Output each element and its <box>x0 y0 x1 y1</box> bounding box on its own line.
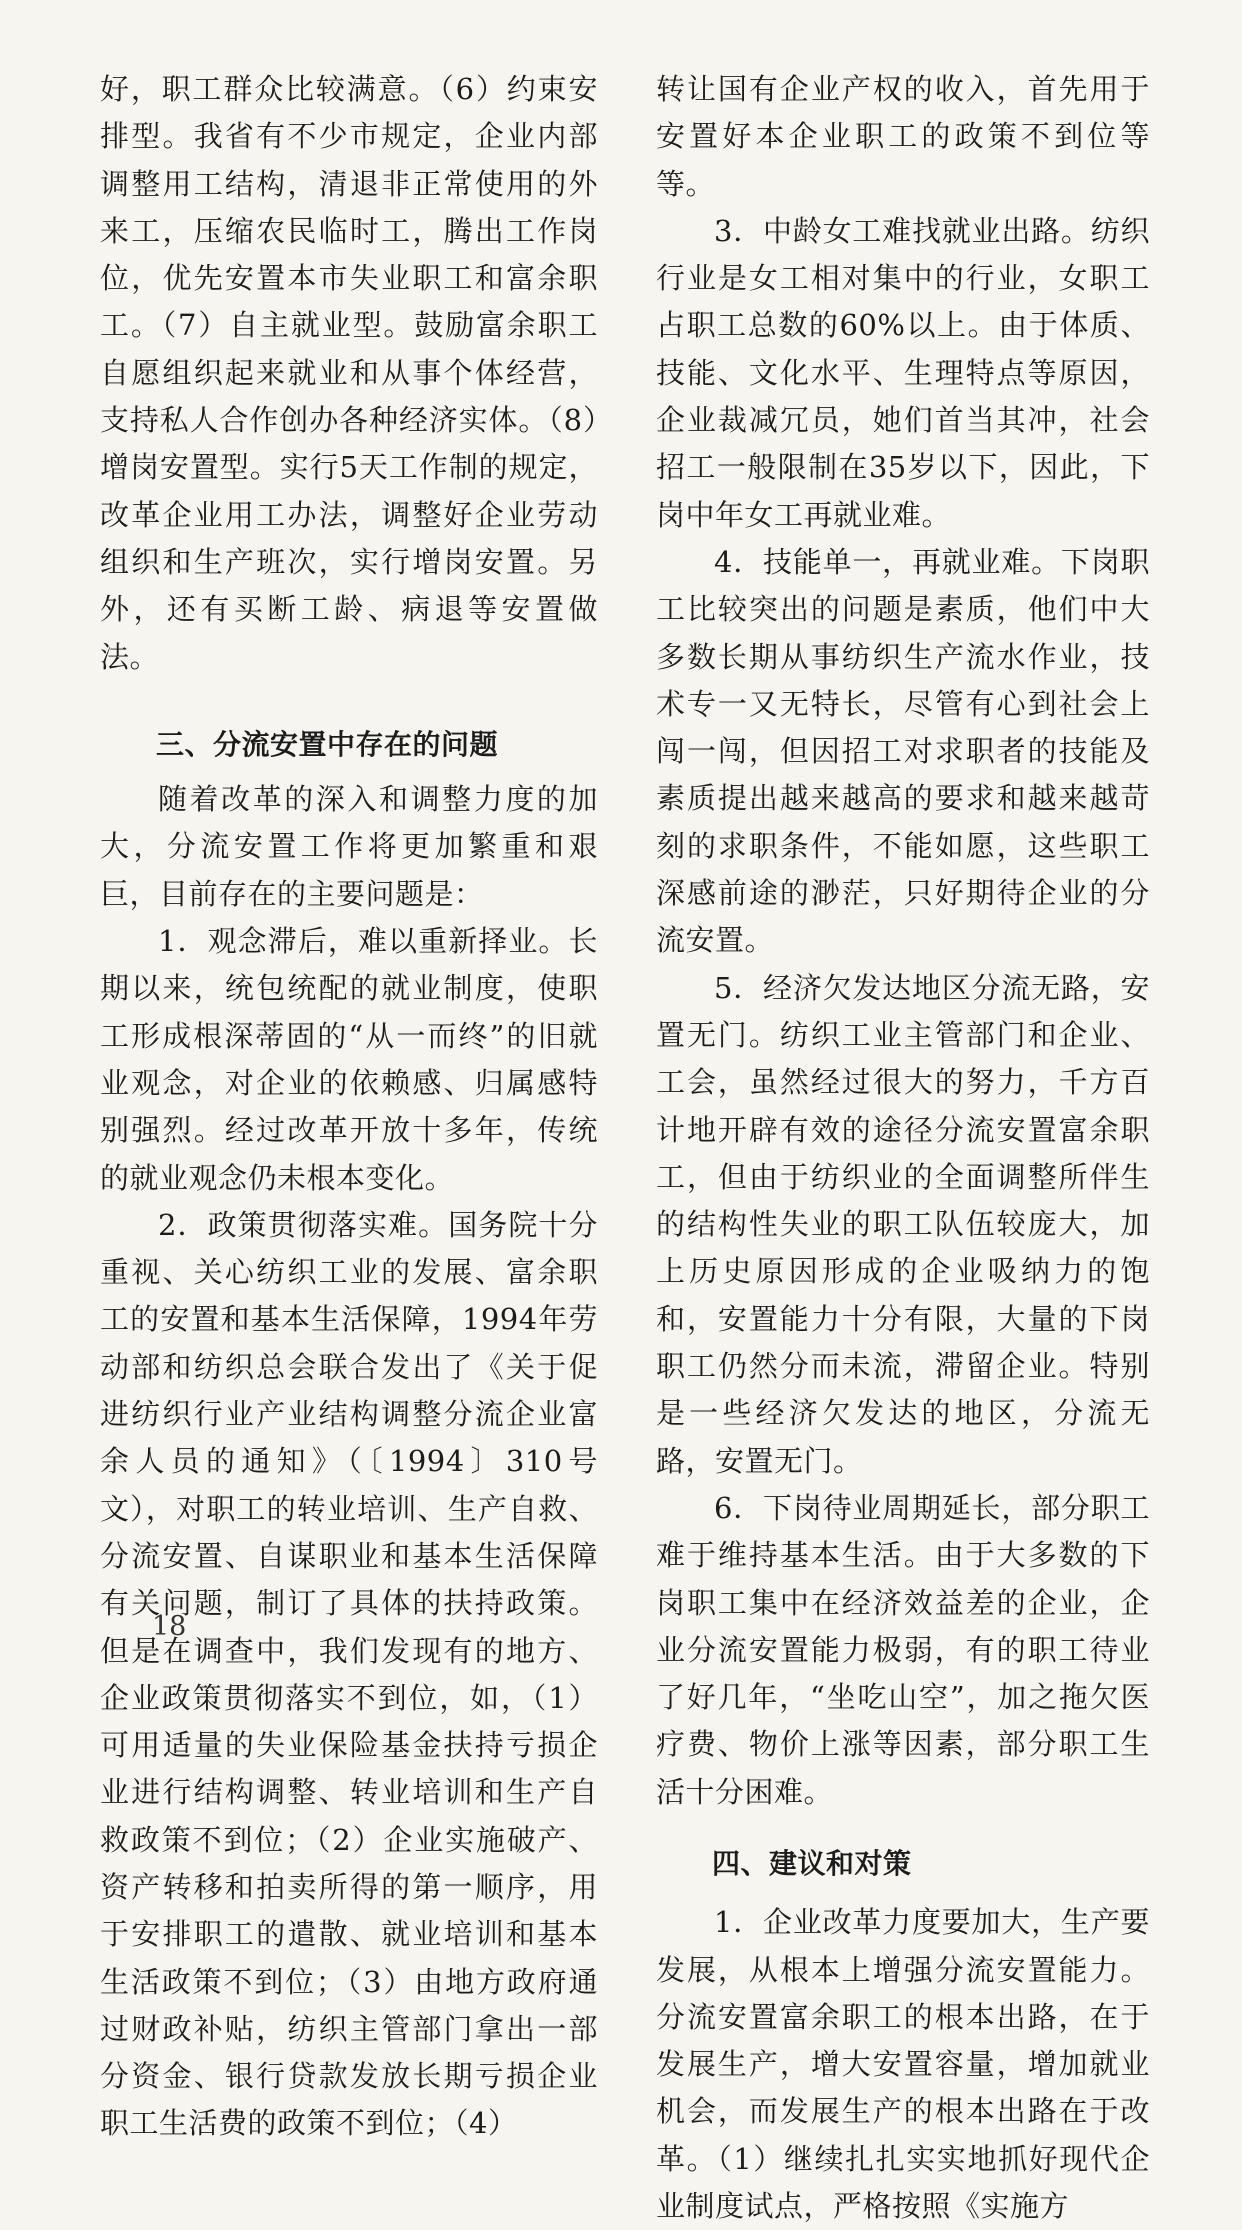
problem-paragraph-4: 4．技能单一，再就业难。下岗职工比较突出的问题是素质，他们中大多数长期从事纺织生产流水作业，技术专一又无特长，尽管有心到社会上闯一闯，但因招工对求职者的技能及素质提出越来越高的要求和越来越苛刻的求职条件，不能如愿，这些职工深感前途的渺茫，只好期待企业的分流安置。 <box>656 544 1150 958</box>
section-heading-suggestions: 四、建议和对策 <box>712 1846 912 1880</box>
problem-paragraph-6: 6．下岗待业周期延长，部分职工难于维持基本生活。由于大多数的下岗职工集中在经济效益差的企业，企业分流安置能力极弱，有的职工待业了好几年，“坐吃山空”，加之拖欠医疗费、物价上涨等因素，部分职工生活十分困难。 <box>656 1490 1150 1809</box>
page-number: 18 <box>152 1611 187 1642</box>
suggestion-paragraph-1: 1．企业改革力度要加大，生产要发展，从根本上增强分流安置能力。分流安置富余职工的根本出路，在于发展生产，增大安置容量，增加就业机会，而发展生产的根本出路在于改革。（1）继续扎扎实实地抓好现代企业制度试点，严格按照《实施方 <box>656 1905 1150 2224</box>
left-column <box>100 66 598 2148</box>
problem-paragraph-2: 2．政策贯彻落实难。国务院十分重视、关心纺织工业的发展、富余职工的安置和基本生活保障，1994年劳动部和纺织总会联合发出了《关于促进纺织行业产业结构调整分流企业富余人员的通知》（〔1994〕310号文），对职工的转业培训、生产自救、分流安置、自谋职业和基本生活保障有关问题，制订了具体的扶持政策。但是在调查中，我们发现有的地方、企业政策贯彻落实不到位，如，（1）可用适量的失业保险基金扶持亏损企业进行结构调整、转业培训和生产自救政策不到位；（2）企业实施破产、资产转移和拍卖所得的第一顺序，用于安排职工的遣散、就业培训和基本生活政策不到位；（3）由地方政府通过财政补贴，纺织主管部门拿出一部分资金、银行贷款发放长期亏损企业职工生活费的政策不到位；（4） <box>100 1207 598 2141</box>
right-column <box>656 66 1150 2230</box>
problem-paragraph-3: 3．中龄女工难找就业出路。纺织行业是女工相对集中的行业，女职工占职工总数的60%以上。由于体质、技能、文化水平、生理特点等原因，企业裁减冗员，她们首当其冲，社会招工一般限制在35岁以下，因此，下岗中年女工再就业难。 <box>656 213 1150 532</box>
problem-paragraph-5: 5．经济欠发达地区分流无路，安置无门。纺织工业主管部门和企业、工会，虽然经过很大的努力，千方百计地开辟有效的途径分流安置富余职工，但由于纺织业的全面调整所伴生的结构性失业的职工队伍较庞大，加上历史原因形成的企业吸纳力的饱和，安置能力十分有限，大量的下岗职工仍然分而未流，滞留企业。特别是一些经济欠发达的地区，分流无路，安置无门。 <box>656 970 1150 1478</box>
section-heading-problems: 三、分流安置中存在的问题 <box>156 727 499 761</box>
right-continued-paragraph: 转让国有企业产权的收入，首先用于安置好本企业职工的政策不到位等等。 <box>656 72 1150 201</box>
left-continued-paragraph: 好，职工群众比较满意。（6）约束安排型。我省有不少市规定，企业内部调整用工结构，清退非正常使用的外来工，压缩农民临时工，腾出工作岗位，优先安置本市失业职工和富余职工。（7）自主就业型。鼓励富余职工自愿组织起来就业和从事个体经营，支持私人合作创办各种经济实体。（8）增岗安置型。实行5天工作制的规定，改革企业用工办法，调整好企业劳动组织和生产班次，实行增岗安置。另外，还有买断工龄、病退等安置做法。 <box>100 72 598 674</box>
problem-paragraph-1: 1．观念滞后，难以重新择业。长期以来，统包统配的就业制度，使职工形成根深蒂固的“从一而终”的旧就业观念，对企业的依赖感、归属感特别强烈。经过改革开放十多年，传统的就业观念仍未根本变化。 <box>100 924 598 1195</box>
intro-paragraph: 随着改革的深入和调整力度的加大，分流安置工作将更加繁重和艰巨，目前存在的主要问题是： <box>100 782 598 911</box>
